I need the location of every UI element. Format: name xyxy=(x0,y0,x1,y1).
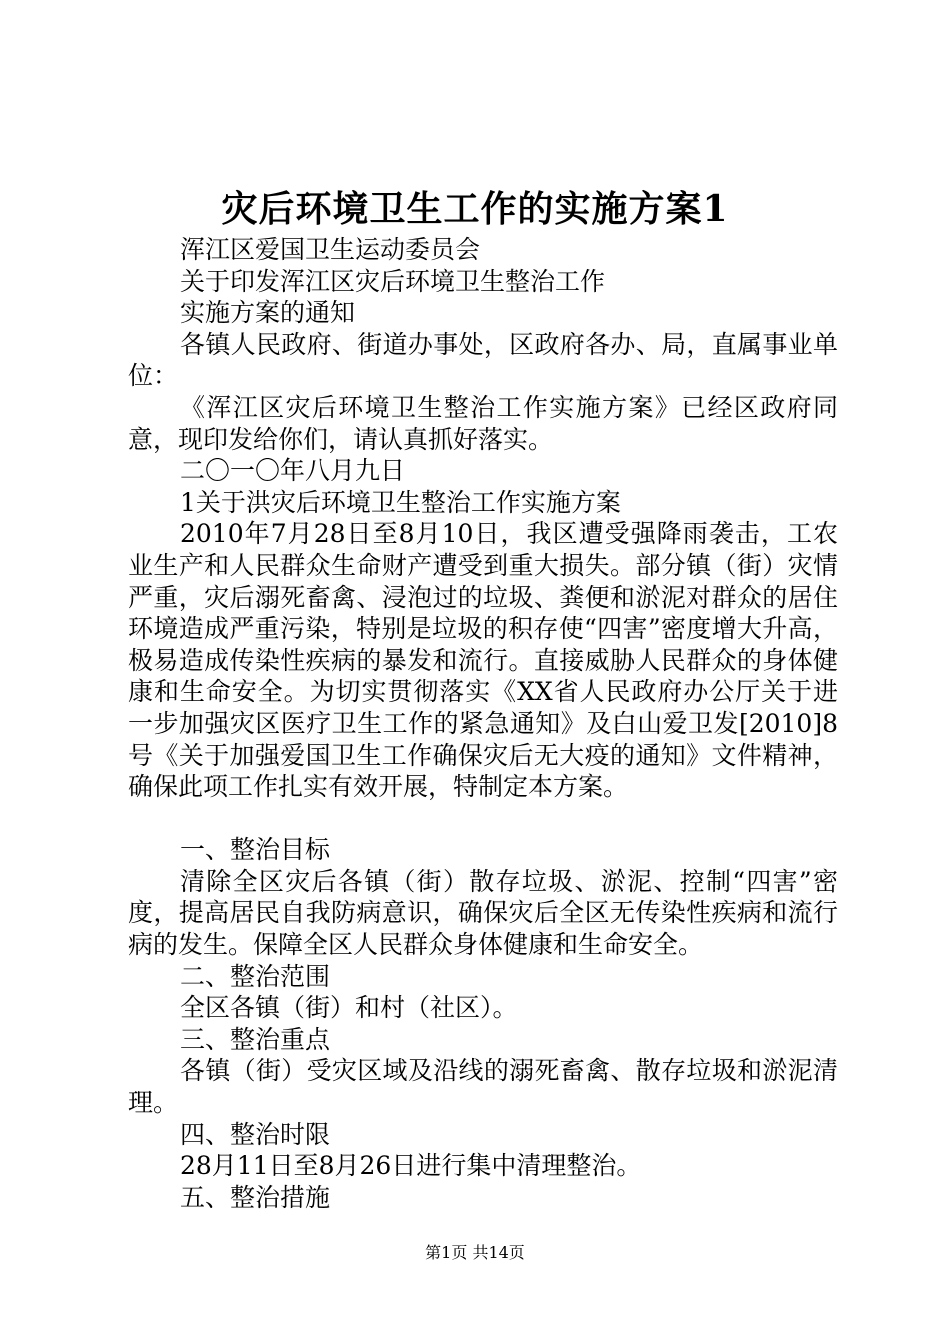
section-heading: 一、整治目标 xyxy=(180,835,331,865)
paragraph: 清除全区灾后各镇（街）散存垃圾、淤泥、控制“四害”密度，提高居民自我防病意识，确保灾后全区无传染性疾病和流行病的发生。保障全区人民群众身体健康和生命安全。 xyxy=(128,866,838,960)
paragraph: 关于印发浑江区灾后环境卫生整治工作 xyxy=(180,266,606,296)
paragraph: 浑江区爱国卫生运动委员会 xyxy=(180,235,481,264)
page-number-footer: 第1页 共14页 xyxy=(425,1243,525,1262)
paragraph: 1关于洪灾后环境卫生整治工作实施方案 xyxy=(180,487,621,517)
paragraph: 各镇（街）受灾区域及沿线的溺死畜禽、散存垃圾和淤泥清理。 xyxy=(128,1056,838,1118)
blank-line xyxy=(128,803,838,835)
section-heading: 三、整治重点 xyxy=(180,1024,331,1054)
document-body xyxy=(128,234,838,1213)
paragraph: 实施方案的通知 xyxy=(180,298,356,328)
paragraph: 全区各镇（街）和村（社区）。 xyxy=(180,993,518,1023)
document-title: 灾后环境卫生工作的实施方案1 xyxy=(221,188,729,230)
section-heading: 四、整治时限 xyxy=(180,1119,331,1149)
paragraph: 《浑江区灾后环境卫生整治工作实施方案》已经区政府同意，现印发给你们，请认真抓好落实。 xyxy=(128,392,838,454)
paragraph: 二〇一〇年八月九日 xyxy=(180,456,406,486)
section-heading: 五、整治措施 xyxy=(180,1182,331,1212)
section-heading: 二、整治范围 xyxy=(180,961,331,991)
paragraph: 2010年7月28日至8月10日，我区遭受强降雨袭击，工农业生产和人民群众生命财产遭受到重大损失。部分镇（街）灾情严重，灾后溺死畜禽、浸泡过的垃圾、粪便和淤泥对群众的居住环境造成严重污染，特别是垃圾的积存使“四害”密度增大升高，极易造成传染性疾病的暴发和流行。直接威胁人民群众的身体健康和生命安全。为切实贯彻落实《XX省人民政府办公厅关于进一步加强灾区医疗卫生工作的紧急通知》及白山爱卫发[2010]8号《关于加强爱国卫生工作确保灾后无大疫的通知》文件精神，确保此项工作扎实有效开展，特制定本方案。 xyxy=(128,519,838,802)
paragraph: 28月11日至8月26日进行集中清理整治。 xyxy=(180,1151,642,1181)
paragraph: 各镇人民政府、街道办事处，区政府各办、局，直属事业单位： xyxy=(128,329,838,391)
